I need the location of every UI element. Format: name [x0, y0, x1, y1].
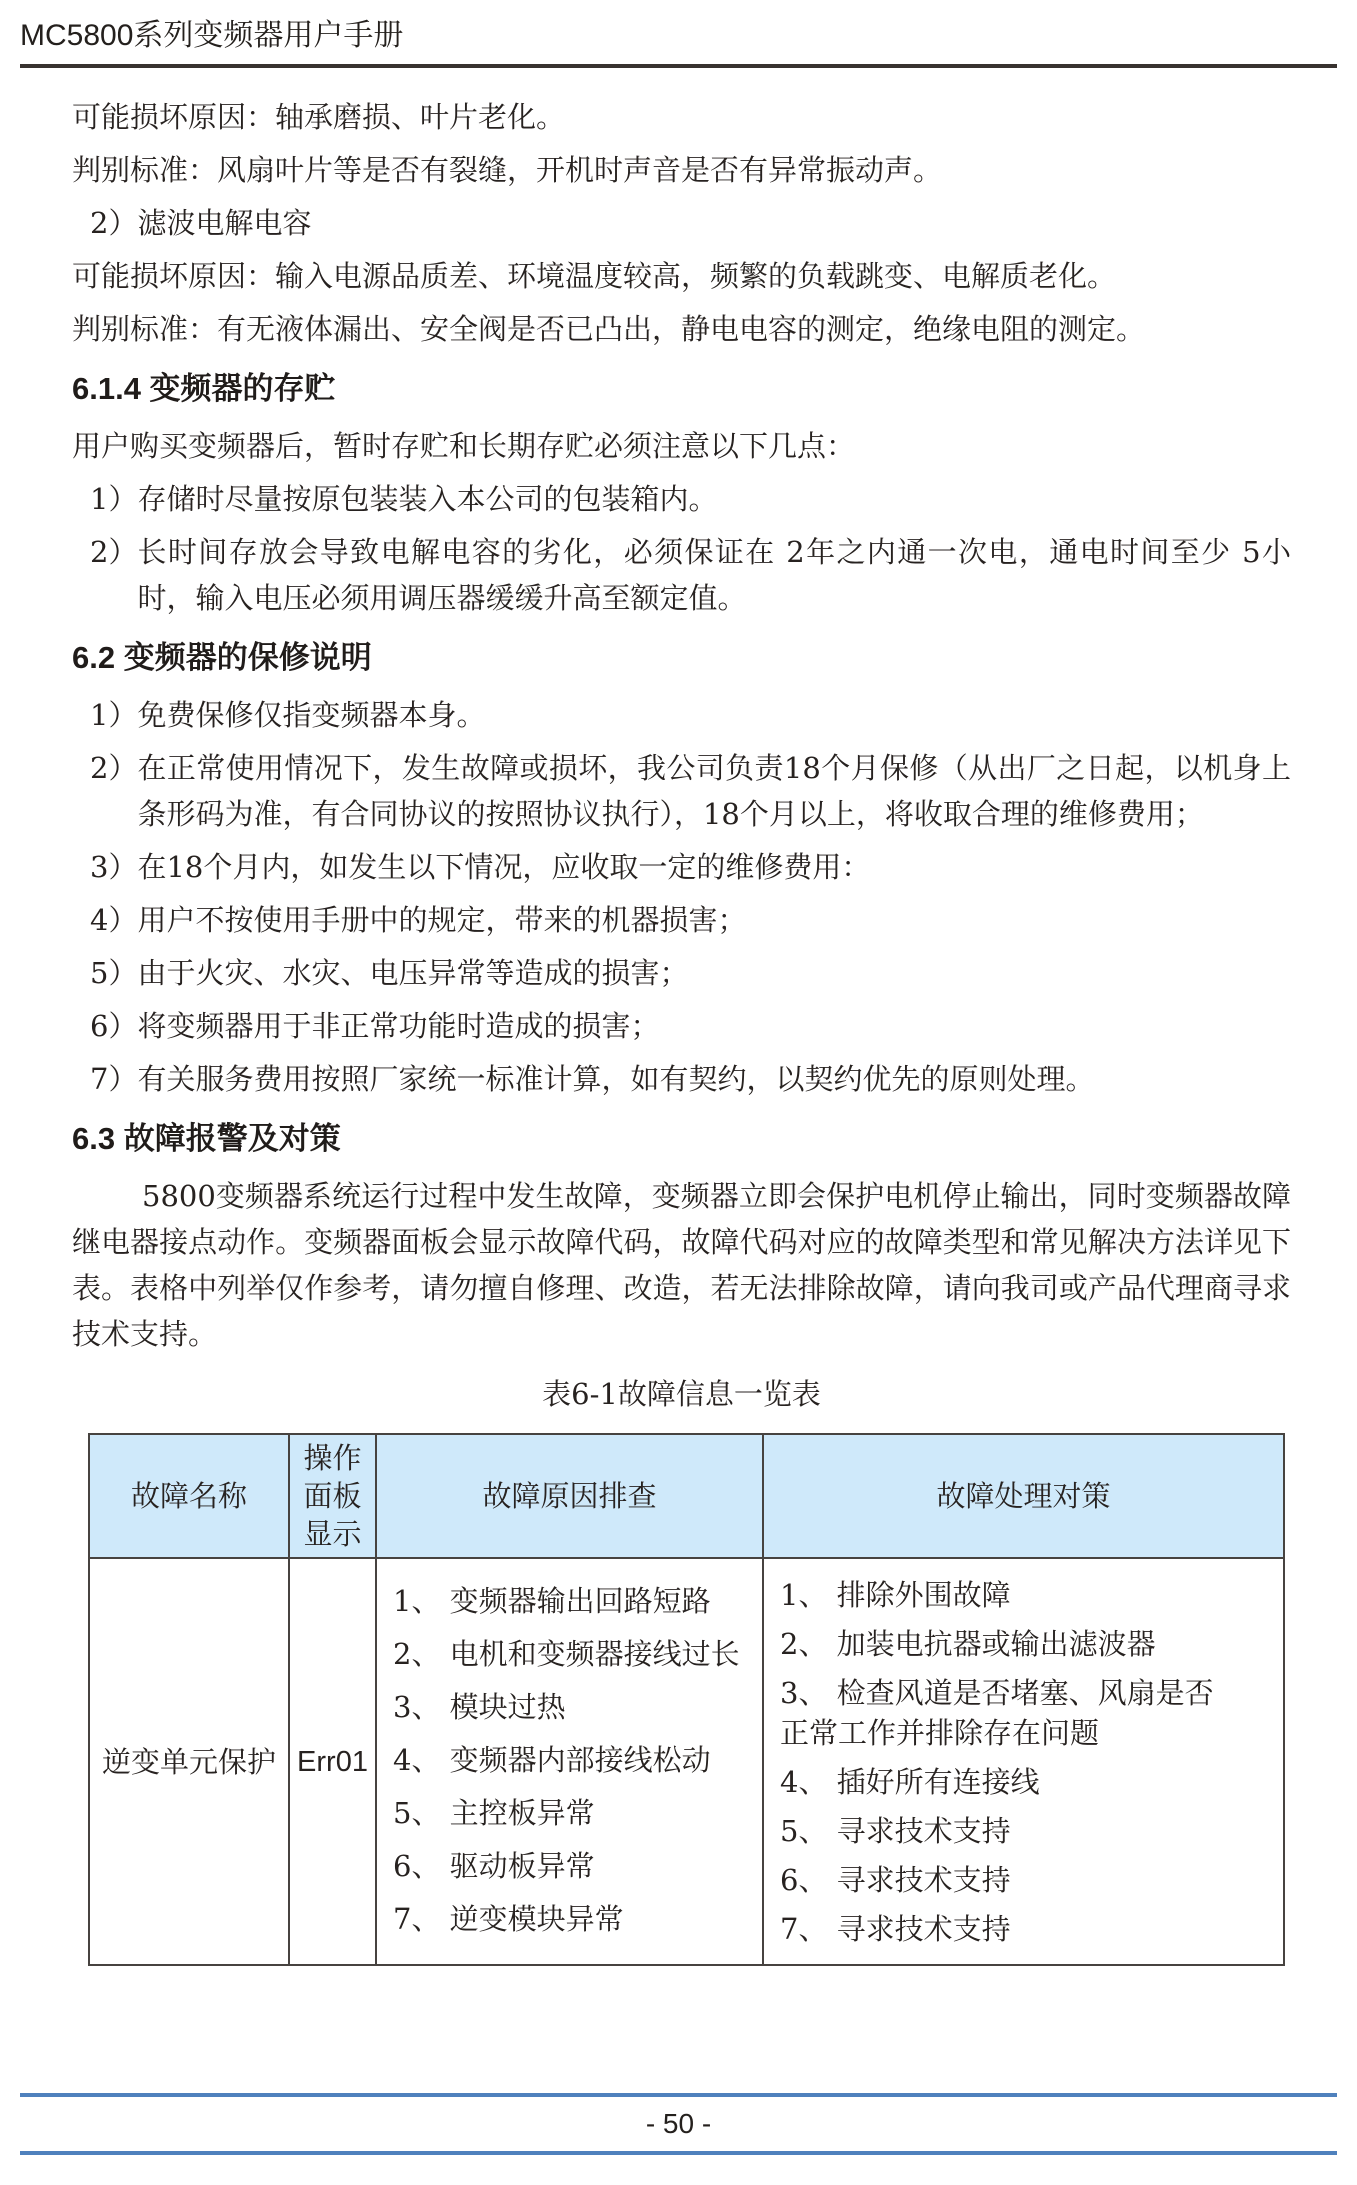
list-item-number: 2） — [90, 751, 138, 785]
list-item-warranty-5 — [72, 950, 1291, 996]
column-header-fault-name: 故障名称 — [89, 1434, 289, 1558]
fault-solutions-cell — [763, 1558, 1284, 1965]
solution-item: 5、 寻求技术支持 — [780, 1814, 1011, 1848]
solution-item: 1、 排除外围故障 — [780, 1578, 1011, 1612]
table-row — [89, 1558, 1284, 1965]
solution-item: 4、 插好所有连接线 — [780, 1765, 1040, 1799]
footer-rule-top — [20, 2093, 1337, 2097]
page-footer — [20, 2093, 1337, 2155]
cause-item: 5、 主控板异常 — [393, 1796, 595, 1830]
list-item-number: 5） — [90, 956, 138, 990]
cause-item: 1、 变频器输出回路短路 — [393, 1584, 711, 1618]
list-item-text: 在正常使用情况下，发生故障或损坏，我公司负责18个月保修（从出厂之日起，以机身上条形码为准，有合同协议的按照协议执行），18个月以上，将收取合理的维修费用； — [137, 751, 1291, 831]
list-item-text: 有关服务费用按照厂家统一标准计算，如有契约，以契约优先的原则处理。 — [137, 1062, 1095, 1096]
column-header-solution: 故障处理对策 — [763, 1434, 1284, 1558]
list-item-warranty-7 — [72, 1056, 1291, 1102]
cause-item: 3、 模块过热 — [393, 1690, 566, 1724]
list-item-number: 4） — [90, 903, 138, 937]
solution-item: 2、 加装电抗器或输出滤波器 — [780, 1627, 1156, 1661]
paragraph-fault-alarm: 5800变频器系统运行过程中发生故障，变频器立即会保护电机停止输出，同时变频器故障继电器接点动作。变频器面板会显示故障代码，故障代码对应的故障类型和常见解决方法详见下表。表格中列举仅作参考，请勿擅自修理、改造，若无法排除故障，请向我司或产品代理商寻求技术支持。 — [72, 1179, 1291, 1351]
section-title-6-2: 6.2 变频器的保修说明 — [72, 640, 372, 675]
list-item-number: 1） — [90, 698, 138, 732]
page-content — [0, 68, 1357, 1966]
list-item-storage-1 — [72, 476, 1291, 522]
list-item-number: 6） — [90, 1009, 138, 1043]
list-item-number: 7） — [90, 1062, 138, 1096]
paragraph-cap-damage-cause: 可能损坏原因：输入电源品质差、环境温度较高，频繁的负载跳变、电解质老化。 — [72, 259, 1117, 293]
section-title-6-3: 6.3 故障报警及对策 — [72, 1121, 341, 1156]
fault-name-cell: 逆变单元保护 — [89, 1558, 289, 1965]
list-item-text: 将变频器用于非正常功能时造成的损害； — [137, 1009, 660, 1043]
cause-item: 7、 逆变模块异常 — [393, 1902, 624, 1936]
paragraph-storage-lead: 用户购买变频器后，暂时存贮和长期存贮必须注意以下几点： — [72, 429, 856, 463]
column-header-panel-display: 操作面板显示 — [289, 1434, 376, 1558]
list-item-text: 在18个月内，如发生以下情况，应收取一定的维修费用： — [137, 850, 871, 884]
page-header — [0, 0, 1357, 68]
section-title-6-1-4: 6.1.4 变频器的存贮 — [72, 371, 336, 406]
footer-rule-bottom — [20, 2151, 1337, 2155]
list-item-number: 3） — [90, 850, 138, 884]
list-item-number: 2） — [90, 206, 138, 240]
paragraph-fan-damage-cause: 可能损坏原因：轴承磨损、叶片老化。 — [72, 100, 566, 134]
list-item-number: 1） — [90, 482, 138, 516]
paragraph-fan-judge-standard: 判别标准：风扇叶片等是否有裂缝，开机时声音是否有异常振动声。 — [72, 153, 943, 187]
cause-item: 4、 变频器内部接线松动 — [393, 1743, 711, 1777]
list-item-text: 滤波电解电容 — [137, 206, 312, 240]
table-header-row — [89, 1434, 1284, 1558]
fault-info-table — [88, 1433, 1285, 1966]
list-item-warranty-6 — [72, 1003, 1291, 1049]
list-item-number: 2） — [90, 535, 138, 569]
page-number: - 50 - — [645, 2108, 712, 2139]
fault-code-cell: Err01 — [289, 1558, 376, 1965]
list-item-filter-capacitor — [72, 200, 1291, 246]
list-item-warranty-4 — [72, 897, 1291, 943]
solution-item: 7、 寻求技术支持 — [780, 1912, 1011, 1946]
solution-item: 3、 检查风道是否堵塞、风扇是否正常工作并排除存在问题 — [780, 1676, 1214, 1750]
list-item-text: 由于火灾、水灾、电压异常等造成的损害； — [137, 956, 689, 990]
list-item-text: 存储时尽量按原包装装入本公司的包装箱内。 — [137, 482, 718, 516]
list-item-warranty-3 — [72, 844, 1291, 890]
fault-causes-cell — [376, 1558, 763, 1965]
list-item-text: 长时间存放会导致电解电容的劣化，必须保证在 2年之内通一次电，通电时间至少 5小时，输入电压必须用调压器缓缓升高至额定值。 — [137, 535, 1291, 615]
paragraph-cap-judge-standard: 判别标准：有无液体漏出、安全阀是否已凸出，静电电容的测定，绝缘电阻的测定。 — [72, 312, 1146, 346]
page-header-title: MC5800系列变频器用户手册 — [20, 19, 404, 52]
column-header-cause-check: 故障原因排查 — [376, 1434, 763, 1558]
table-caption: 表6-1故障信息一览表 — [542, 1377, 821, 1411]
list-item-storage-2 — [72, 529, 1291, 621]
list-item-text: 免费保修仅指变频器本身。 — [137, 698, 486, 732]
cause-item: 6、 驱动板异常 — [393, 1849, 595, 1883]
list-item-warranty-1 — [72, 692, 1291, 738]
list-item-text: 用户不按使用手册中的规定，带来的机器损害； — [137, 903, 747, 937]
solution-item: 6、 寻求技术支持 — [780, 1863, 1011, 1897]
list-item-warranty-2 — [72, 745, 1291, 837]
cause-item: 2、 电机和变频器接线过长 — [393, 1637, 740, 1671]
